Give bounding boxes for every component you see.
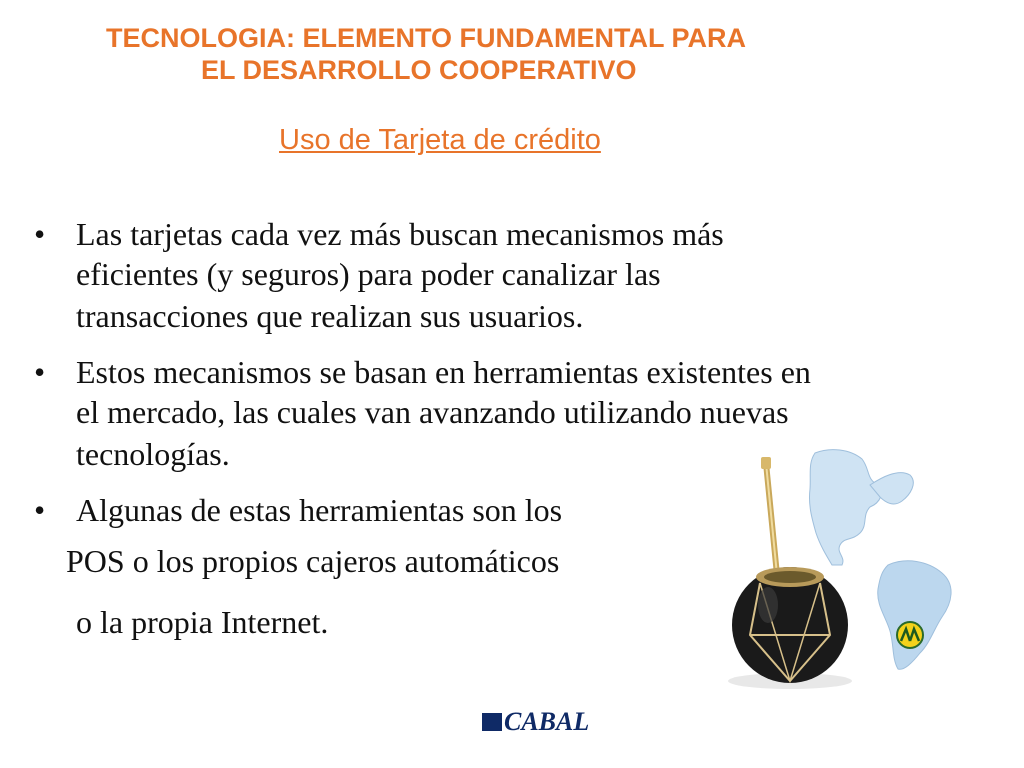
bullet-marker: • (34, 354, 46, 390)
bullet-marker: • (34, 492, 46, 528)
bullet-3-line-3: o la propia Internet. (76, 604, 329, 640)
bullet-1-line-3: transacciones que realizan sus usuarios. (76, 298, 584, 334)
cabal-logo-text: CABAL (504, 707, 590, 736)
bullet-marker: • (34, 216, 46, 252)
bullet-2-line-3: tecnologías. (76, 436, 230, 472)
slide-subtitle: Uso de Tarjeta de crédito (279, 124, 601, 156)
bullet-1-line-2: eficientes (y seguros) para poder canalizar las (76, 256, 661, 292)
bullet-3-line-1: Algunas de estas herramientas son los (76, 492, 563, 528)
bullet-2-line-1: Estos mecanismos se basan en herramientas existentes en (76, 354, 811, 390)
bullet-3-line-2: POS o los propios cajeros automáticos (66, 543, 560, 579)
bullet-1-line-1: Las tarjetas cada vez más buscan mecanismos más (76, 216, 724, 252)
mate-gourd-map-illustration (720, 445, 980, 695)
bullet-2-line-2: el mercado, las cuales van avanzando utilizando nuevas (76, 394, 789, 430)
slide-title-line-1: TECNOLOGIA: ELEMENTO FUNDAMENTAL PARA (106, 23, 746, 53)
bombilla-icon (761, 457, 778, 585)
mate-gourd-icon (728, 567, 852, 689)
slide-title-line-2: EL DESARROLLO COOPERATIVO (201, 55, 637, 85)
cabal-logo-mark-icon (482, 713, 502, 731)
